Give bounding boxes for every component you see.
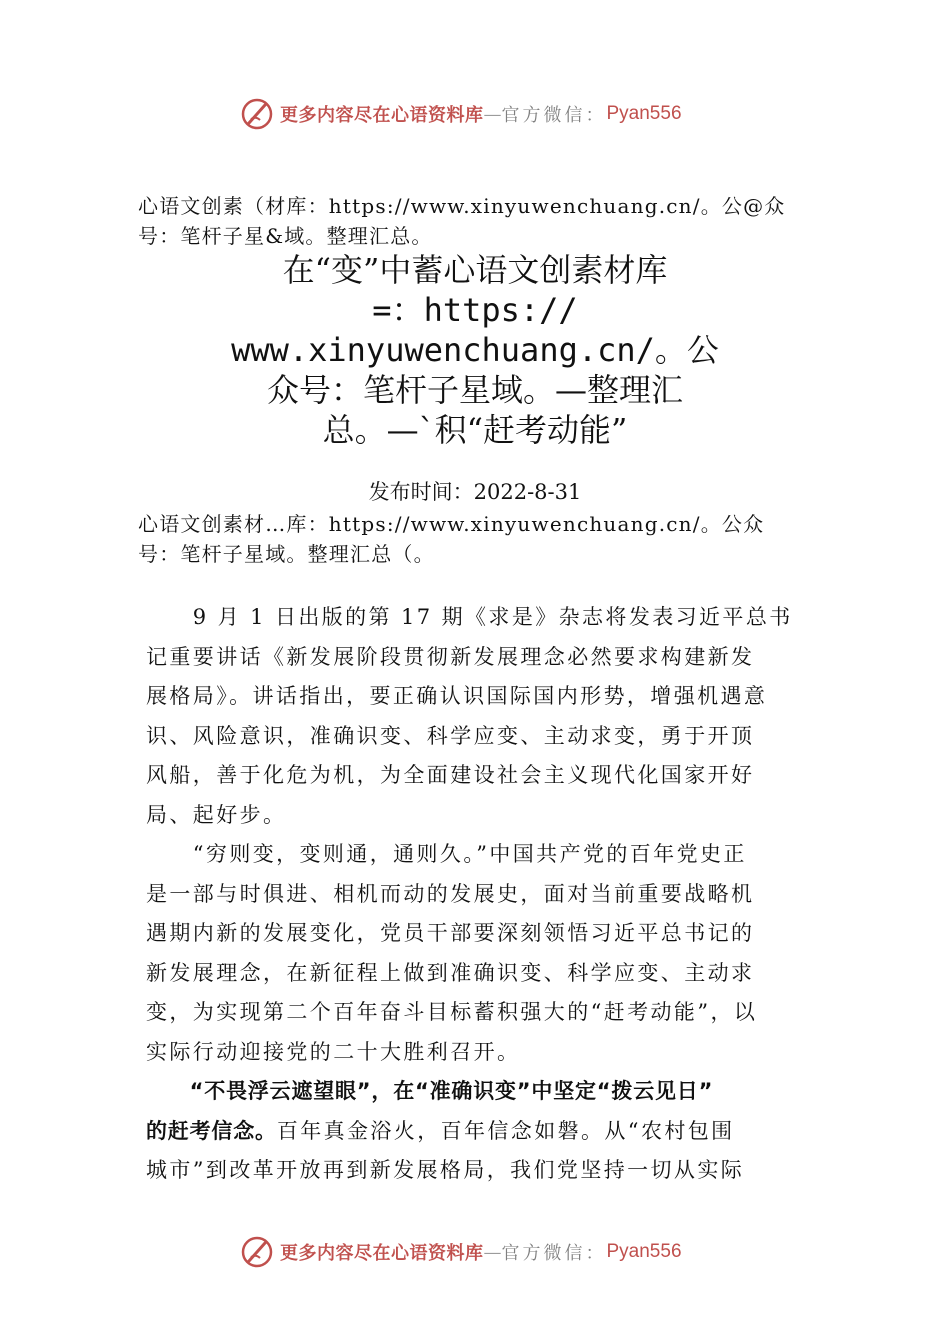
title-line-4: 众号：笔杆子星域。—整理汇 — [266, 371, 683, 409]
banner-wechat-id: Pyan556 — [606, 1241, 682, 1262]
p1-line: 展格局》。讲话指出，要正确认识国际国内形势，增强机遇意 — [146, 684, 768, 708]
paragraph-2 — [146, 835, 808, 1072]
p3-bold-heading: “不畏浮云遮望眼”，在“准确识变”中坚定“拨云见日” — [146, 1079, 714, 1103]
p2-line: 新发展理念，在新征程上做到准确识变、科学应变、主动求 — [146, 960, 755, 985]
title-line-2: =：https:// — [372, 291, 578, 329]
banner-wechat-label: 官方微信： — [501, 105, 607, 126]
source-note2-line-1: 心语文创素材…库：https://www.xinyuwenchuang.cn/。公众 — [138, 512, 765, 536]
title-line-1: 在“变”中蓄心语文创素材库 — [282, 251, 668, 289]
p2-line: “穷则变，变则通，通则久。”中国共产党的百年党史正 — [146, 842, 747, 866]
banner-wechat-label: 官方微信： — [501, 1243, 607, 1264]
article-title — [150, 250, 800, 450]
p2-line: 是一部与时俱进、相机而动的发展史，面对当前重要战略机 — [146, 881, 755, 906]
publish-date: 发布时间：2022-8-31 — [368, 480, 582, 504]
p2-line: 实际行动迎接党的二十大胜利召开。 — [146, 1039, 521, 1064]
source-note-line-2: 号：笔杆子星&域。整理汇总。 — [138, 224, 433, 248]
footer-banner — [240, 1234, 682, 1270]
article-body — [146, 598, 808, 1191]
source-note2-line-2: 号：笔杆子星域。整理汇总（。 — [138, 542, 435, 566]
banner-title: 更多内容尽在心语资料库 — [280, 105, 484, 126]
source-note-line-1: 心语文创素（材库：https://www.xinyuwenchuang.cn/。公@众 — [138, 194, 786, 218]
p1-line: 风船，善于化危为机，为全面建设社会主义现代化国家开好 — [146, 763, 755, 787]
p3-line: 城市”到改革开放再到新发展格局，我们党坚持一切从实际 — [146, 1158, 745, 1182]
p3-bold-heading-end: 的赶考信念。 — [146, 1118, 277, 1143]
banner-separator: — — [483, 103, 502, 125]
paragraph-3 — [146, 1072, 808, 1191]
banner-wechat-id: Pyan556 — [606, 103, 682, 124]
p1-line: 识、风险意识，准确识变、科学应变、主动求变，勇于开顶 — [146, 723, 755, 748]
brush-logo-icon — [240, 1235, 274, 1269]
p1-line: 局、起好步。 — [146, 802, 287, 827]
brush-logo-icon — [240, 97, 274, 131]
title-line-5: 总。—`积“赶考动能” — [322, 411, 628, 449]
banner-separator: — — [483, 1241, 502, 1263]
header-banner — [240, 96, 682, 132]
title-line-3: www.xinyuwenchuang.cn/。公 — [231, 331, 719, 369]
p2-line: 遇期内新的发展变化，党员干部要深刻领悟习近平总书记的 — [146, 921, 755, 945]
paragraph-1 — [146, 598, 808, 835]
p2-line: 变，为实现第二个百年奋斗目标蓄积强大的“赶考动能”，以 — [146, 1000, 758, 1024]
banner-title: 更多内容尽在心语资料库 — [280, 1243, 484, 1264]
p1-line: 记重要讲话《新发展阶段贯彻新发展理念必然要求构建新发 — [146, 644, 755, 669]
p1-line: 9 月 1 日出版的第 17 期《求是》杂志将发表习近平总书 — [146, 605, 793, 629]
p3-line: 百年真金浴火，百年信念如磐。从“农村包围 — [276, 1118, 735, 1143]
